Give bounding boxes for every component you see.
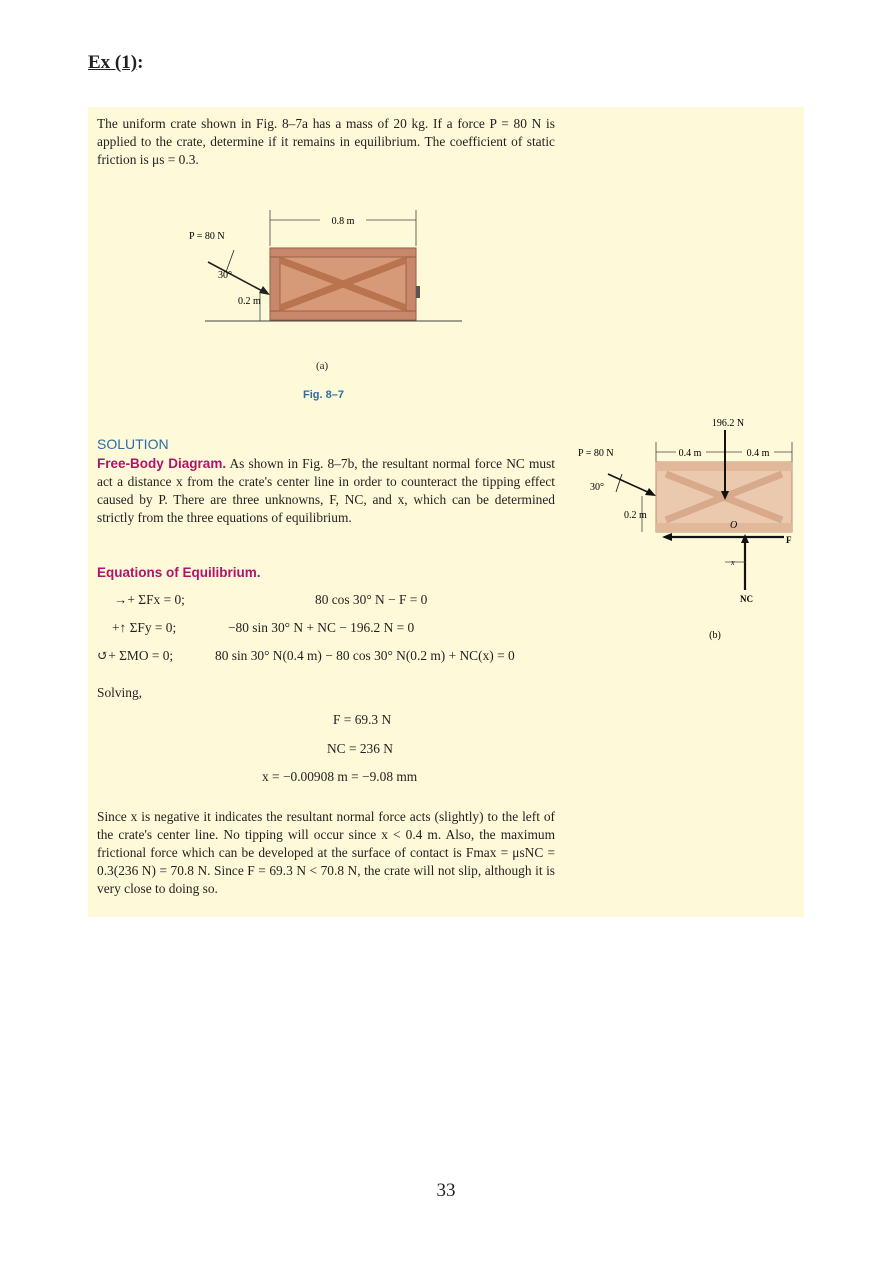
fbd-paragraph <box>97 455 555 527</box>
equation-rhs: −80 sin 30° N + NC − 196.2 N = 0 <box>228 620 415 635</box>
weight-label: 196.2 N <box>711 418 745 429</box>
result-line: NC = 236 N <box>327 741 393 756</box>
x-label: x <box>731 558 735 567</box>
half-width-left: 0.4 m <box>678 448 702 459</box>
exercise-title: Ex (1): <box>88 52 144 73</box>
point-o-label: O <box>730 520 738 531</box>
fig-a-subcaption: (a) <box>316 360 329 372</box>
result-line: F = 69.3 N <box>333 712 392 727</box>
fbd-force-arrow <box>608 474 652 494</box>
crate-a <box>270 248 420 320</box>
page-number: 33 <box>436 1180 456 1201</box>
normal-label: NC <box>740 594 753 604</box>
conclusion-paragraph: Since x is negative it indicates the resultant normal force acts (slightly) to the left of the crate's center line. No tipping will occur since x < 0.4 m. Also, the maximum frictional force which can be developed at the surface of contact is Fmax = μsNC = 0.3(236 N) = 70.8 N. Since F = 69.3 N < 70.8 N, the crate will not slip, although it is very close to doing so. <box>97 809 555 896</box>
problem-statement: The uniform crate shown in Fig. 8–7a has a mass of 20 kg. If a force P = 80 N is applied to the crate, determine if it remains in equilibrium. The coefficient of static friction is μs = 0.3. <box>97 116 555 167</box>
solution-heading: SOLUTION <box>97 436 169 452</box>
half-width-right: 0.4 m <box>746 448 770 459</box>
fbd-text: As shown in Fig. 8–7b, the resultant normal force NC must act a distance x from the crate's center line in order to counteract the tipping effect caused by P. There are three unknowns, F, NC, and x, which can be determined strictly from the three equations of equilibrium. <box>97 456 555 525</box>
equation-lhs: ↺+ ΣMO = 0; <box>97 648 174 663</box>
equation-rhs: 80 sin 30° N(0.4 m) − 80 cos 30° N(0.2 m) + NC(x) = 0 <box>215 648 515 663</box>
result-line: x = −0.00908 m = −9.08 mm <box>262 769 418 784</box>
friction-label: F <box>786 535 792 545</box>
fig-b-subcaption: (b) <box>709 630 721 641</box>
equation-rhs: 80 cos 30° N − F = 0 <box>315 592 428 607</box>
solving-label: Solving, <box>97 685 143 700</box>
fbd-angle-label: 30° <box>590 482 604 493</box>
angle-label: 30° <box>218 270 232 281</box>
equations-heading: Equations of Equilibrium. <box>97 565 261 580</box>
fbd-heading: Free-Body Diagram. <box>97 456 227 471</box>
height-label: 0.2 m <box>238 296 261 307</box>
force-label: P = 80 N <box>189 231 225 242</box>
equation-lhs: +↑ ΣFy = 0; <box>112 620 177 635</box>
figure-b <box>568 410 804 645</box>
equation-lhs: →+ ΣFx = 0; <box>114 592 185 607</box>
width-label: 0.8 m <box>331 216 355 227</box>
figure-a <box>170 200 470 330</box>
fbd-height-label: 0.2 m <box>624 510 647 521</box>
fbd-force-label: P = 80 N <box>578 448 614 459</box>
force-arrow <box>208 262 266 293</box>
figure-caption: Fig. 8–7 <box>303 389 344 401</box>
